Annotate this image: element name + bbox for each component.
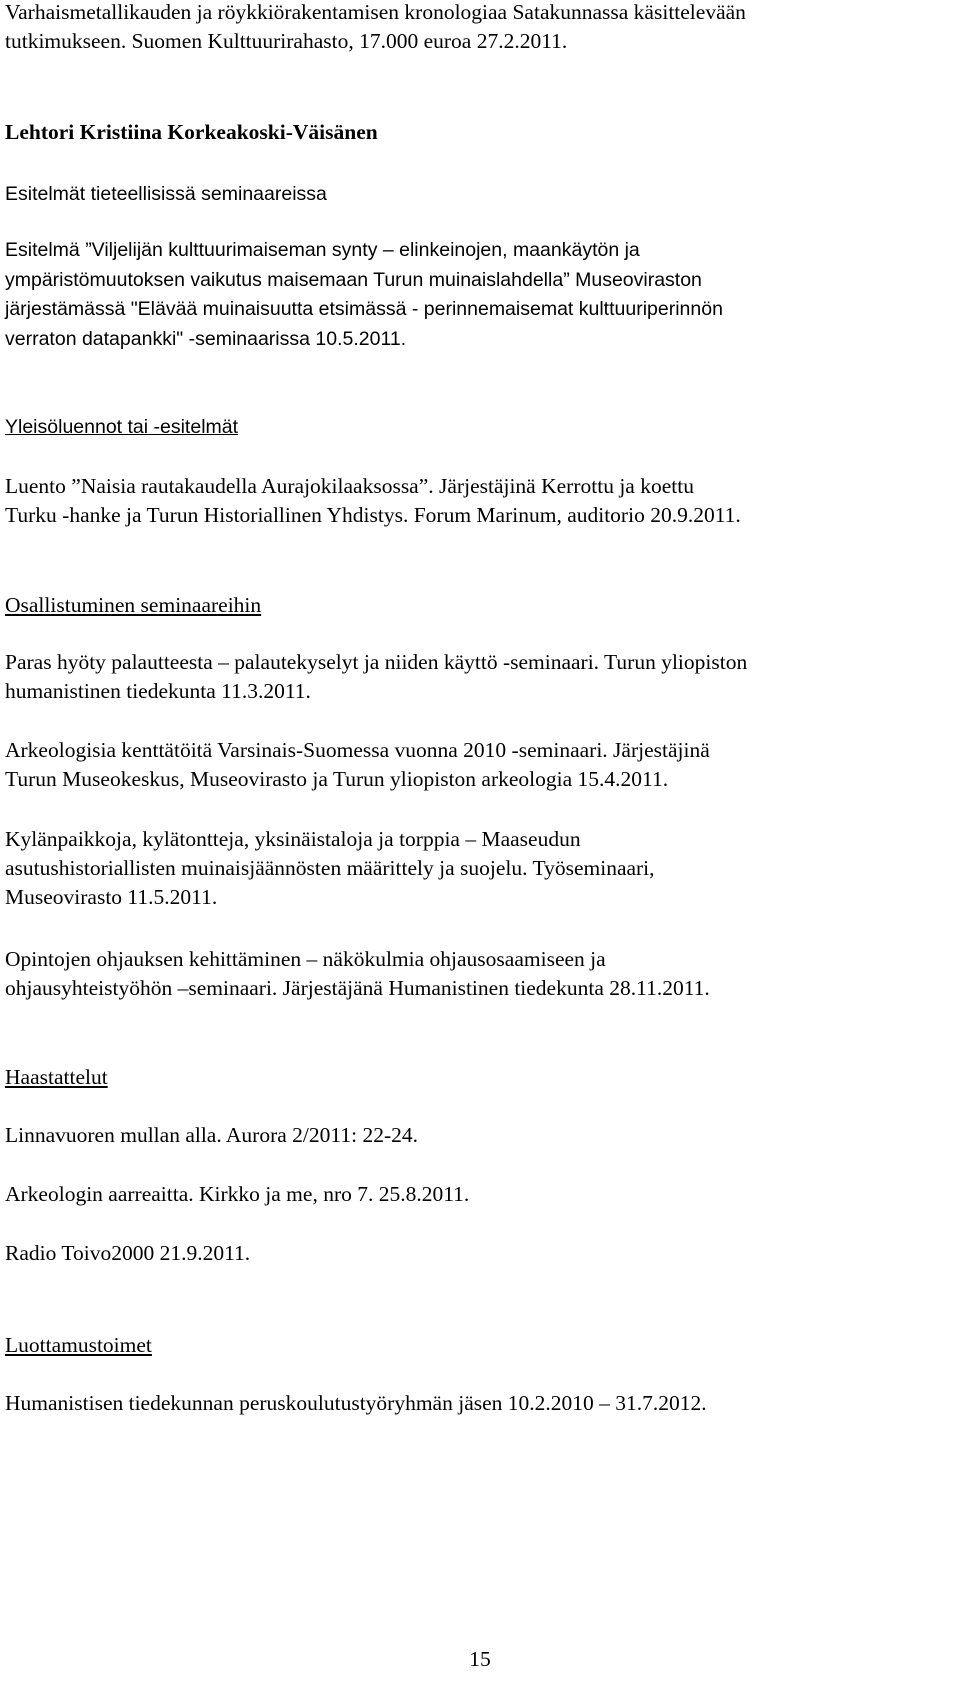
participation-item-3-line-1: Kylänpaikkoja, kylätontteja, yksinäistaloja ja torppia – Maaseudun: [5, 827, 581, 851]
public-lecture-line-2: Turku -hanke ja Turun Historiallinen Yhdistys. Forum Marinum, auditorio 20.9.2011.: [5, 503, 741, 527]
participation-item-2-line-2: Turun Museokeskus, Museovirasto ja Turun yliopiston arkeologia 15.4.2011.: [5, 767, 669, 791]
participation-heading: Osallistuminen seminaareihin: [5, 593, 262, 617]
participation-item-4-line-2: ohjausyhteistyöhön –seminaari. Järjestäjänä Humanistinen tiedekunta 28.11.2011.: [5, 976, 710, 1000]
participation-item-2-line-1: Arkeologisia kenttätöitä Varsinais-Suomessa vuonna 2010 -seminaari. Järjestäjinä: [5, 738, 710, 762]
participation-item-1: [5, 648, 950, 706]
position-item-1: Humanistisen tiedekunnan peruskoulutustyöryhmän jäsen 10.2.2010 – 31.7.2012.: [5, 1391, 707, 1415]
participation-item-3-line-3: Museovirasto 11.5.2011.: [5, 885, 218, 909]
seminar-talk-line-1: Esitelmä ”Viljelijän kulttuurimaiseman synty – elinkeinojen, maankäytön ja: [5, 239, 640, 261]
seminar-talk-item: [5, 236, 950, 354]
public-lecture-item: [5, 472, 950, 530]
interviews-heading: Haastattelut: [5, 1065, 108, 1089]
intro-line-1: Varhaismetallikauden ja röykkiörakentamisen kronologiaa Satakunnassa käsittelevään: [5, 0, 746, 24]
intro-line-2: tutkimukseen. Suomen Kulttuurirahasto, 17.000 euroa 27.2.2011.: [5, 29, 568, 53]
interview-item-1: Linnavuoren mullan alla. Aurora 2/2011: 22-24.: [5, 1123, 418, 1147]
seminar-talk-line-4: verraton datapankki" -seminaarissa 10.5.2011.: [5, 327, 407, 350]
positions-heading: Luottamustoimet: [5, 1333, 152, 1357]
interview-item-2: Arkeologin aarreaitta. Kirkko ja me, nro 7. 25.8.2011.: [5, 1182, 470, 1206]
participation-item-1-line-2: humanistinen tiedekunta 11.3.2011.: [5, 679, 311, 703]
public-lecture-line-1: Luento ”Naisia rautakaudella Aurajokilaaksossa”. Järjestäjinä Kerrottu ja koettu: [5, 474, 694, 498]
participation-item-3: [5, 825, 950, 912]
public-lectures-heading: Yleisöluennot tai -esitelmät: [5, 416, 239, 438]
seminar-talk-line-3: järjestämässä "Elävää muinaisuutta etsimässä - perinnemaisemat kulttuuriperinnön: [5, 298, 723, 320]
participation-item-3-line-2: asutushistoriallisten muinaisjäännösten määrittely ja suojelu. Työseminaari,: [5, 856, 655, 880]
seminar-talk-line-2: ympäristömuutoksen vaikutus maisemaan Turun muinaislahdella” Museoviraston: [5, 268, 702, 291]
participation-item-4: [5, 945, 950, 1003]
participation-item-2: [5, 736, 950, 794]
participation-item-4-line-1: Opintojen ohjauksen kehittäminen – näkökulmia ohjausosaamiseen ja: [5, 947, 606, 971]
seminar-talks-heading: Esitelmät tieteellisissä seminaareissa: [5, 183, 327, 205]
page-number: 15: [469, 1647, 491, 1671]
interview-item-3: Radio Toivo2000 21.9.2011.: [5, 1241, 251, 1265]
intro-paragraph: [5, 0, 950, 56]
participation-item-1-line-1: Paras hyöty palautteesta – palautekyselyt ja niiden käyttö -seminaari. Turun yliopiston: [5, 650, 748, 674]
person-name: Lehtori Kristiina Korkeakoski-Väisänen: [5, 120, 378, 144]
